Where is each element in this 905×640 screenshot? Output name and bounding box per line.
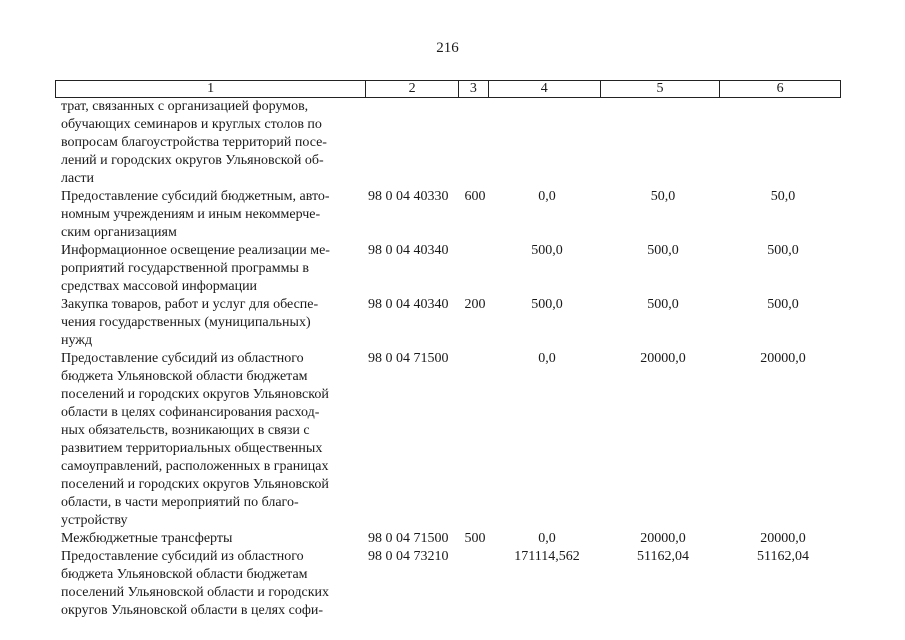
header-col-4: 4 [489,81,601,97]
row-code: 98 0 04 71500 [368,531,449,546]
table-row [55,242,841,296]
row-value-6: 50,0 [770,189,796,204]
row-value-4: 0,0 [538,351,556,366]
row-code: 98 0 04 71500 [368,351,449,366]
row-value-5: 500,0 [647,297,679,312]
row-value-6: 51162,04 [757,549,809,564]
row-name: Информационное освещение реализации ме- роприятий государственной программы в средствах массовой информации [61,243,330,294]
row-value-5: 20000,0 [640,351,686,366]
row-value-4: 171114,562 [514,549,580,564]
row-value-4: 0,0 [538,189,556,204]
row-value-6: 20000,0 [760,531,806,546]
table-header [55,80,841,98]
row-value-4: 0,0 [538,531,556,546]
row-expense-type: 600 [464,189,486,204]
header-col-1: 1 [56,81,366,97]
row-expense-type: 500 [464,531,486,546]
header-col-3: 3 [459,81,489,97]
row-name: Межбюджетные трансферты [61,531,233,546]
table-row [55,296,841,350]
row-value-4: 500,0 [531,297,563,312]
row-code: 98 0 04 40330 [368,189,449,204]
row-value-5: 51162,04 [637,549,689,564]
table-body [55,98,841,620]
row-expense-type: 200 [464,297,486,312]
header-col-5: 5 [601,81,721,97]
row-value-6: 500,0 [767,243,799,258]
table-row [55,530,841,548]
row-name: трат, связанных с организацией форумов, обучающих семинаров и круглых столов по вопросам благоустройства территорий посе- лений и городских округов Ульяновской об- ласти [61,99,327,186]
row-value-5: 500,0 [647,243,679,258]
row-value-6: 500,0 [767,297,799,312]
row-name: Предоставление субсидий из областного бюджета Ульяновской области бюджетам поселений и городских округов Ульяновской области в целях софинансирования расход- ных обязательств, возникающих в связи с развитием территориальных общественных самоуправлений, расположенных в границах поселений и городских округов Ульяновской области, в части мероприятий по благо- устройству [61,351,329,528]
row-value-6: 20000,0 [760,351,806,366]
page-number: 216 [436,40,459,56]
row-value-5: 50,0 [650,189,676,204]
header-col-6: 6 [776,81,784,96]
row-name: Предоставление субсидий из областного бюджета Ульяновской области бюджетам поселений Ульяновской области и городских округов Ульяновской области в целях софи- [61,549,329,618]
row-value-4: 500,0 [531,243,563,258]
row-name: Закупка товаров, работ и услуг для обеспе- чения государственных (муниципальных) нужд [61,297,319,348]
row-code: 98 0 04 40340 [368,297,449,312]
table-row [55,98,841,188]
row-name: Предоставление субсидий бюджетным, авто- номным учреждениям и иным некоммерче- ским организациям [61,189,330,240]
table-row [55,350,841,530]
row-code: 98 0 04 73210 [368,549,449,564]
table-row [55,188,841,242]
row-value-5: 20000,0 [640,531,686,546]
table-row [55,548,841,620]
row-code: 98 0 04 40340 [368,243,449,258]
header-col-2: 2 [366,81,459,97]
